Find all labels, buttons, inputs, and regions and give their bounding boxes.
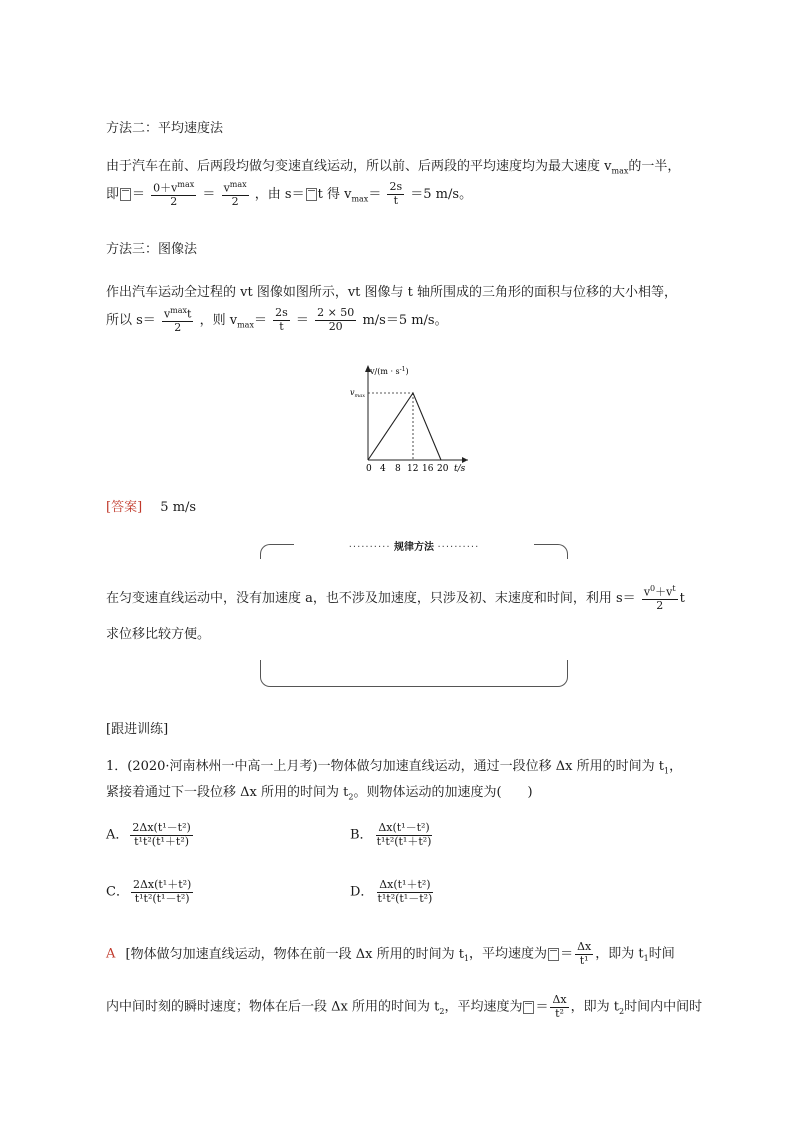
average-velocity-symbol (306, 188, 317, 201)
fraction: $\frac{2s}{t}$ (389, 180, 403, 207)
method2-line1: 由于汽车在前、后两段均做匀变速直线运动，所以前、后两段的平均速度均为最大速度 $v_{max}$的一半， (106, 159, 681, 176)
tick-label: 12 (407, 464, 419, 474)
answer (106, 496, 196, 515)
x-axis-arrow (462, 457, 468, 463)
velocity-line (368, 393, 441, 460)
y-axis-label: $v/(m \cdot s^{-1})$ (370, 366, 409, 376)
vmax-label: $v_{max}$ (350, 388, 366, 399)
solution-line1: A [物体做匀加速直线运动，物体在前一段 Δx 所用的时间为 $t_1$，平均速度为 ＝ $\frac{\Delta x}{\text{t¹}}$ ，即为 $t_1$时间 (106, 940, 675, 967)
fraction: $\frac{v^0+v^t}{2}$ (643, 584, 676, 613)
fraction: $\frac{v^{max}}{2}$ (223, 180, 247, 209)
vt-graph (340, 360, 480, 475)
method3-heading: 方法三：图像法 (106, 242, 198, 257)
question-line2: 紧接着通过下一段位移 Δx 所用的时间为 $t_2$。则物体运动的加速度为( ) (106, 785, 533, 802)
tick-label: 0 (366, 464, 372, 474)
option-c[interactable]: C． $\frac{\text{2Δx(t¹＋t²)}}{\text{t¹t²(t¹－t²)}}$ (106, 878, 192, 905)
tip-frame-bottom (260, 660, 568, 687)
method3-line2: 所以 s＝ $\frac{v^{max}t}{2}$ ，则 $v_{max}=$ $\frac{2s}{t}$ ＝ $\frac{2 \times 50}{20}$ m/s＝5 m/s。 (106, 306, 448, 335)
tip-line2: 求位移比较方便。 (106, 627, 211, 642)
fraction: $\frac{v^{max}t}{2}$ (163, 306, 192, 335)
average-velocity-symbol (548, 948, 559, 961)
practice-heading: [跟进训练] (106, 722, 169, 737)
tip-label: ·········· 规律方法 ·········· (294, 538, 534, 553)
option-b[interactable]: B． $\frac{\text{Δx(t¹－t²)}}{\text{t¹t²(t¹＋t²)}}$ (350, 821, 432, 848)
tip-line1: 在匀变速直线运动中，没有加速度 a，也不涉及加速度，只涉及初、末速度和时间，利用 s＝ $\frac{v^0+v^t}{2}$ t (106, 584, 685, 613)
method2-heading: 方法二：平均速度法 (106, 121, 224, 136)
tick-label: 8 (395, 464, 401, 474)
option-a[interactable]: A． $\frac{\text{2Δx(t¹－t²)}}{\text{t¹t²(t¹＋t²)}}$ (106, 821, 191, 848)
x-axis-label: t/s (454, 464, 466, 474)
tick-label: 4 (380, 464, 386, 474)
tick-label: 20 (437, 464, 449, 474)
tick-label: 16 (422, 464, 434, 474)
option-d[interactable]: D． $\frac{\text{Δx(t¹＋t²)}}{\text{t¹t²(t¹－t²)}}$ (350, 878, 433, 905)
solution-line2: 内中间时刻的瞬时速度；物体在后一段 Δx 所用的时间为 $t_2$，平均速度为 ＝ $\frac{\Delta x}{\text{t²}}$ ，即为 $t_2$时间内中间时 (106, 993, 703, 1020)
fraction: $\frac{0+v^{max}}{2}$ (153, 180, 195, 209)
method2-line2: 即 ＝ $\frac{0+v^{max}}{2}$ ＝ $\frac{v^{max}}{2}$ ，由 s＝ t 得 $v_{max}=$ $\frac{2s}{t}$ ＝5 m/s。 (106, 180, 473, 209)
method3-line1: 作出汽车运动全过程的 vt 图像如图所示，vt 图像与 t 轴所围成的三角形的面积与位移的大小相等， (106, 285, 678, 300)
average-velocity-symbol (523, 1001, 534, 1014)
fraction: $\frac{2 \times 50}{20}$ (317, 306, 355, 333)
fraction: $\frac{2s}{t}$ (275, 306, 288, 333)
average-velocity-symbol (120, 188, 131, 201)
solution-answer-letter: A (106, 946, 116, 962)
question-line1: 1．(2020·河南林州一中高一上月考)一物体做匀加速直线运动，通过一段位移 Δx 所用的时间为 $t_1$， (106, 759, 683, 776)
answer-label: [答案] (106, 500, 143, 515)
answer-value: 5 m/s (160, 500, 197, 515)
